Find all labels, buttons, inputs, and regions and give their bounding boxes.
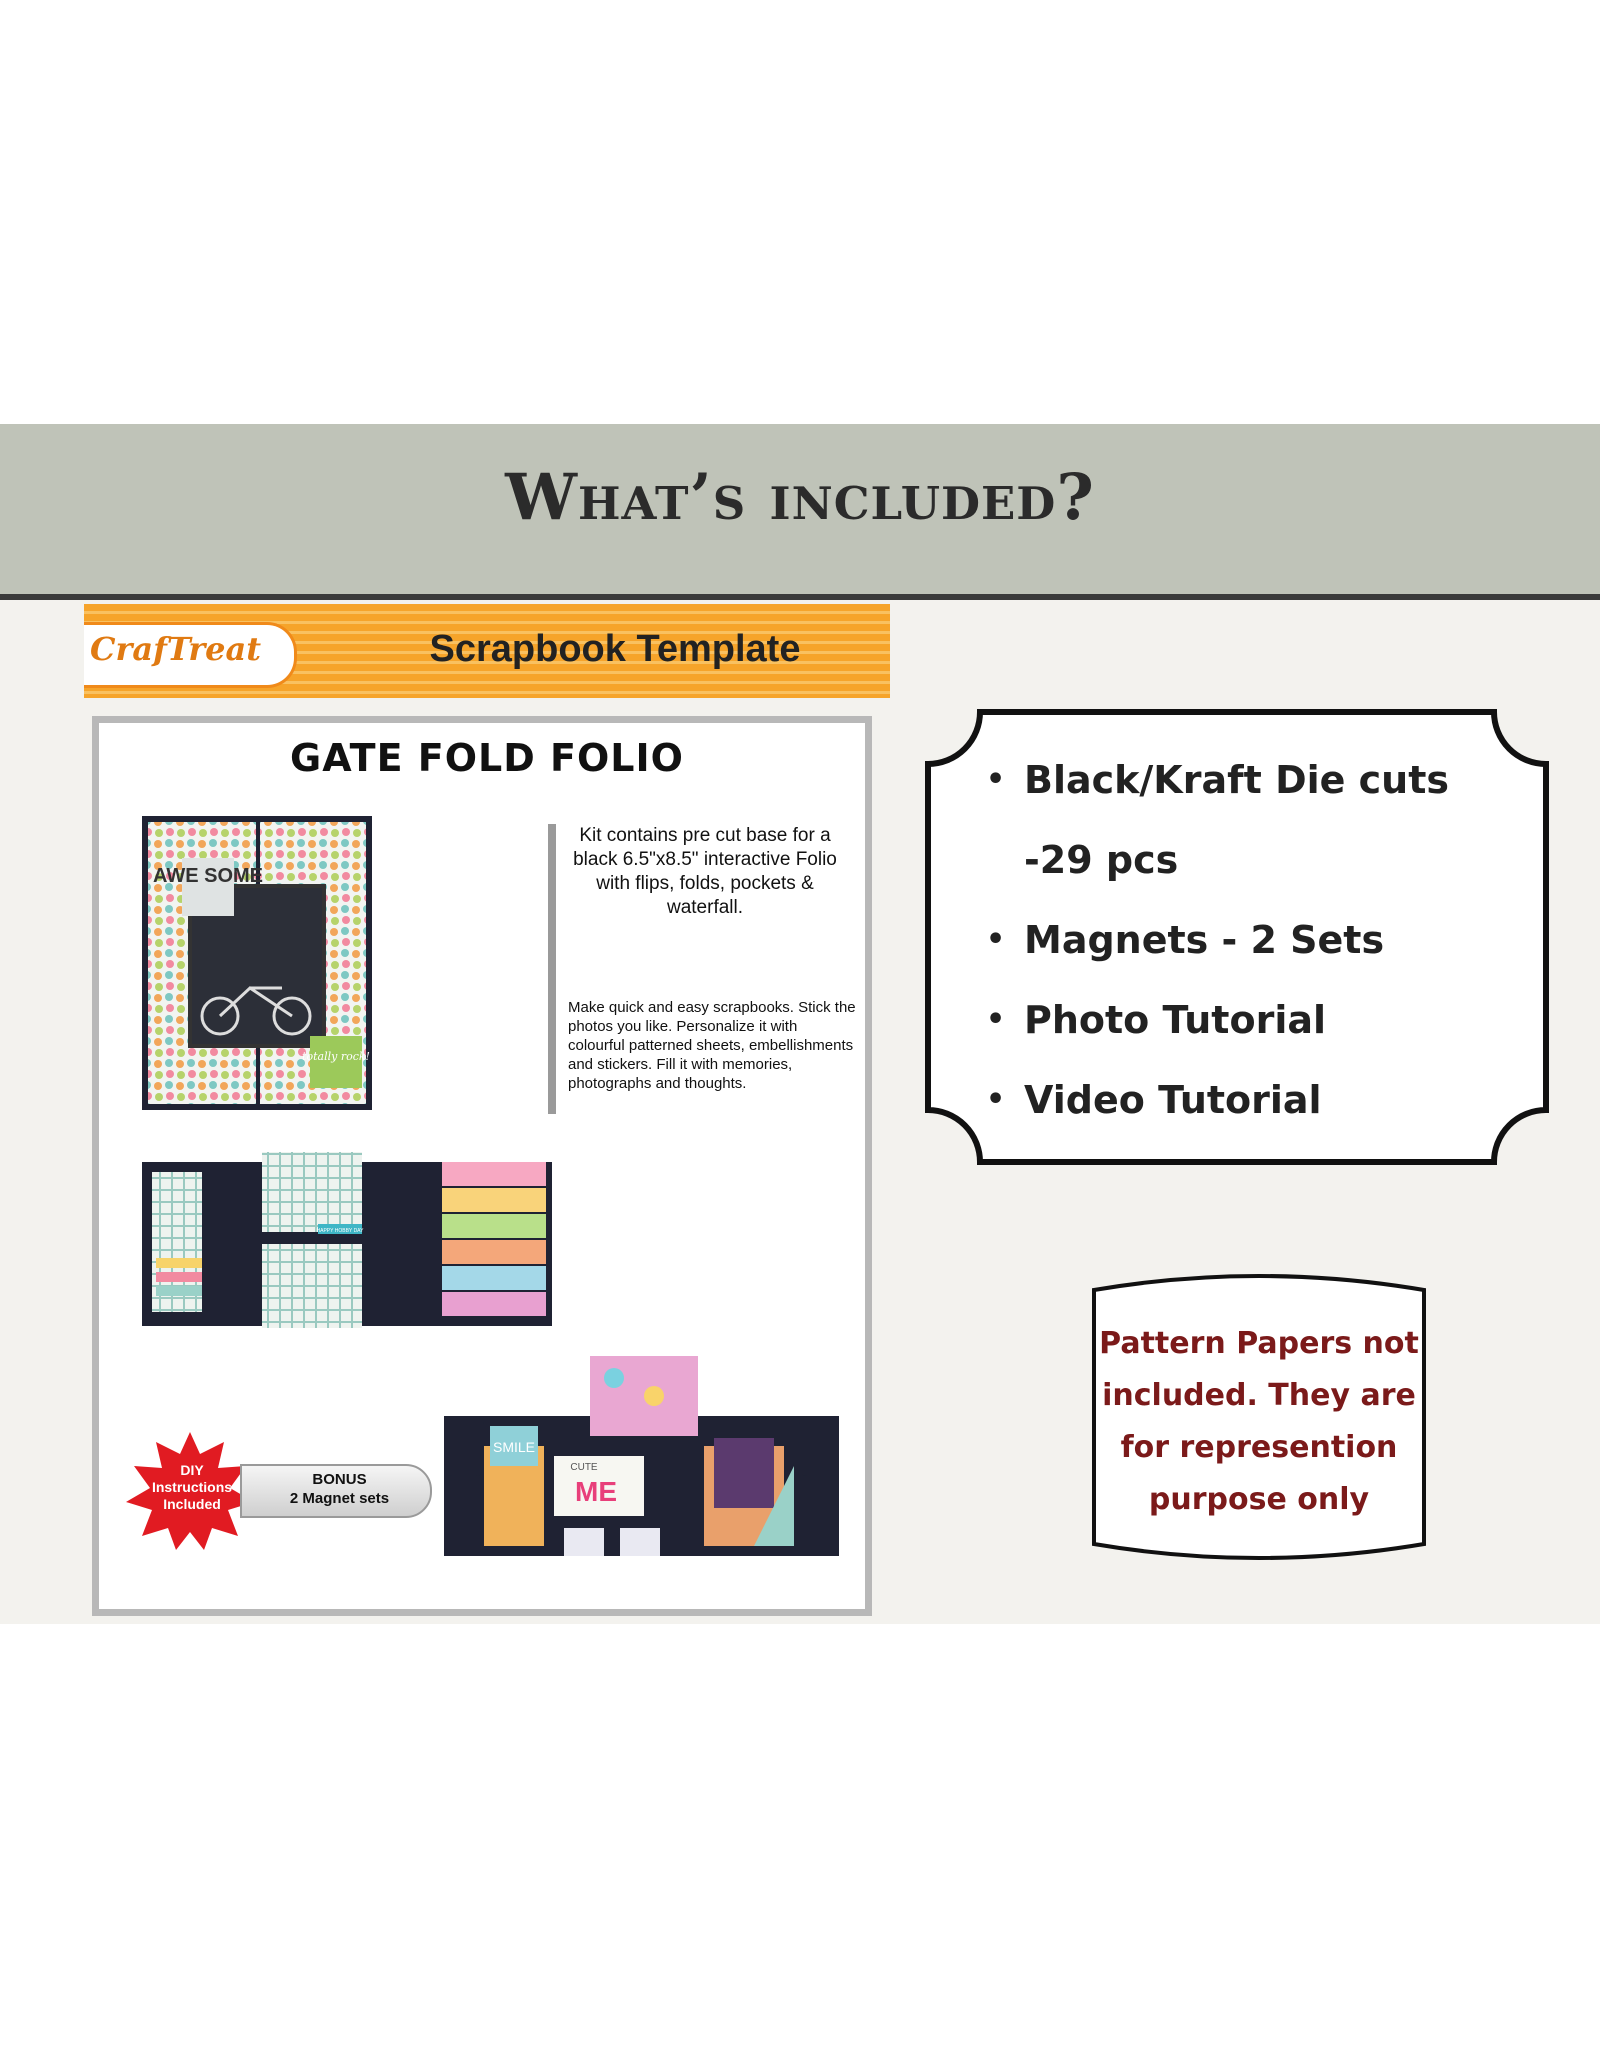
bonus-detail: 2 Magnet sets: [289, 1490, 390, 1507]
me-text: ME: [575, 1476, 617, 1507]
folio-closed-photo: [142, 816, 372, 1110]
list-item: • Video Tutorial: [986, 1060, 1526, 1140]
list-item: • Magnets - 2 Sets: [986, 900, 1526, 980]
list-item-continuation: -29 pcs: [1024, 838, 1179, 882]
bonus-text: [262, 1470, 417, 1508]
folio-open-photo: [142, 1148, 552, 1348]
awe-text: AWE SOME: [152, 865, 264, 887]
product-description: Kit contains pre cut base for a black 6.5"x8.5" interactive Folio with flips, folds, pockets & waterfall.: [573, 825, 837, 918]
product-title: GATE FOLD FOLIO: [290, 736, 684, 780]
hobby-day-text: HAPPY HOBBY DAY: [316, 1228, 364, 1234]
banner-divider: [0, 594, 1600, 600]
pattern-papers-note: Pattern Papers not included. They are for represention purpose only: [1099, 1326, 1419, 1517]
included-list: [986, 740, 1526, 1140]
stripe-title: Scrapbook Template: [429, 628, 801, 670]
list-item: • Photo Tutorial: [986, 980, 1526, 1060]
bullet-icon: •: [986, 922, 1006, 957]
bonus-title: BONUS: [312, 1471, 367, 1488]
description-divider: [548, 824, 556, 1114]
smile-text: SMILE: [492, 1439, 536, 1455]
bullet-icon: •: [986, 762, 1006, 797]
folio-pockets-photo: [444, 1356, 839, 1592]
list-item: • Black/Kraft Die cuts: [986, 740, 1526, 820]
brand-logo: CrafTreat: [90, 630, 262, 668]
diy-badge-text: DIY Instructions Included: [151, 1462, 233, 1512]
cute-text: CUTE: [570, 1462, 598, 1473]
page-title: What’s included?: [505, 460, 1095, 535]
product-description-secondary: Make quick and easy scrapbooks. Stick the photos you like. Personalize it with colourful patterned sheets, embellishments and stickers. Fill it with memories, photographs and thoughts.: [568, 999, 856, 1092]
rock-text: totally rock!: [302, 1050, 370, 1063]
bullet-icon: •: [986, 1082, 1006, 1117]
bullet-icon: •: [986, 1002, 1006, 1037]
